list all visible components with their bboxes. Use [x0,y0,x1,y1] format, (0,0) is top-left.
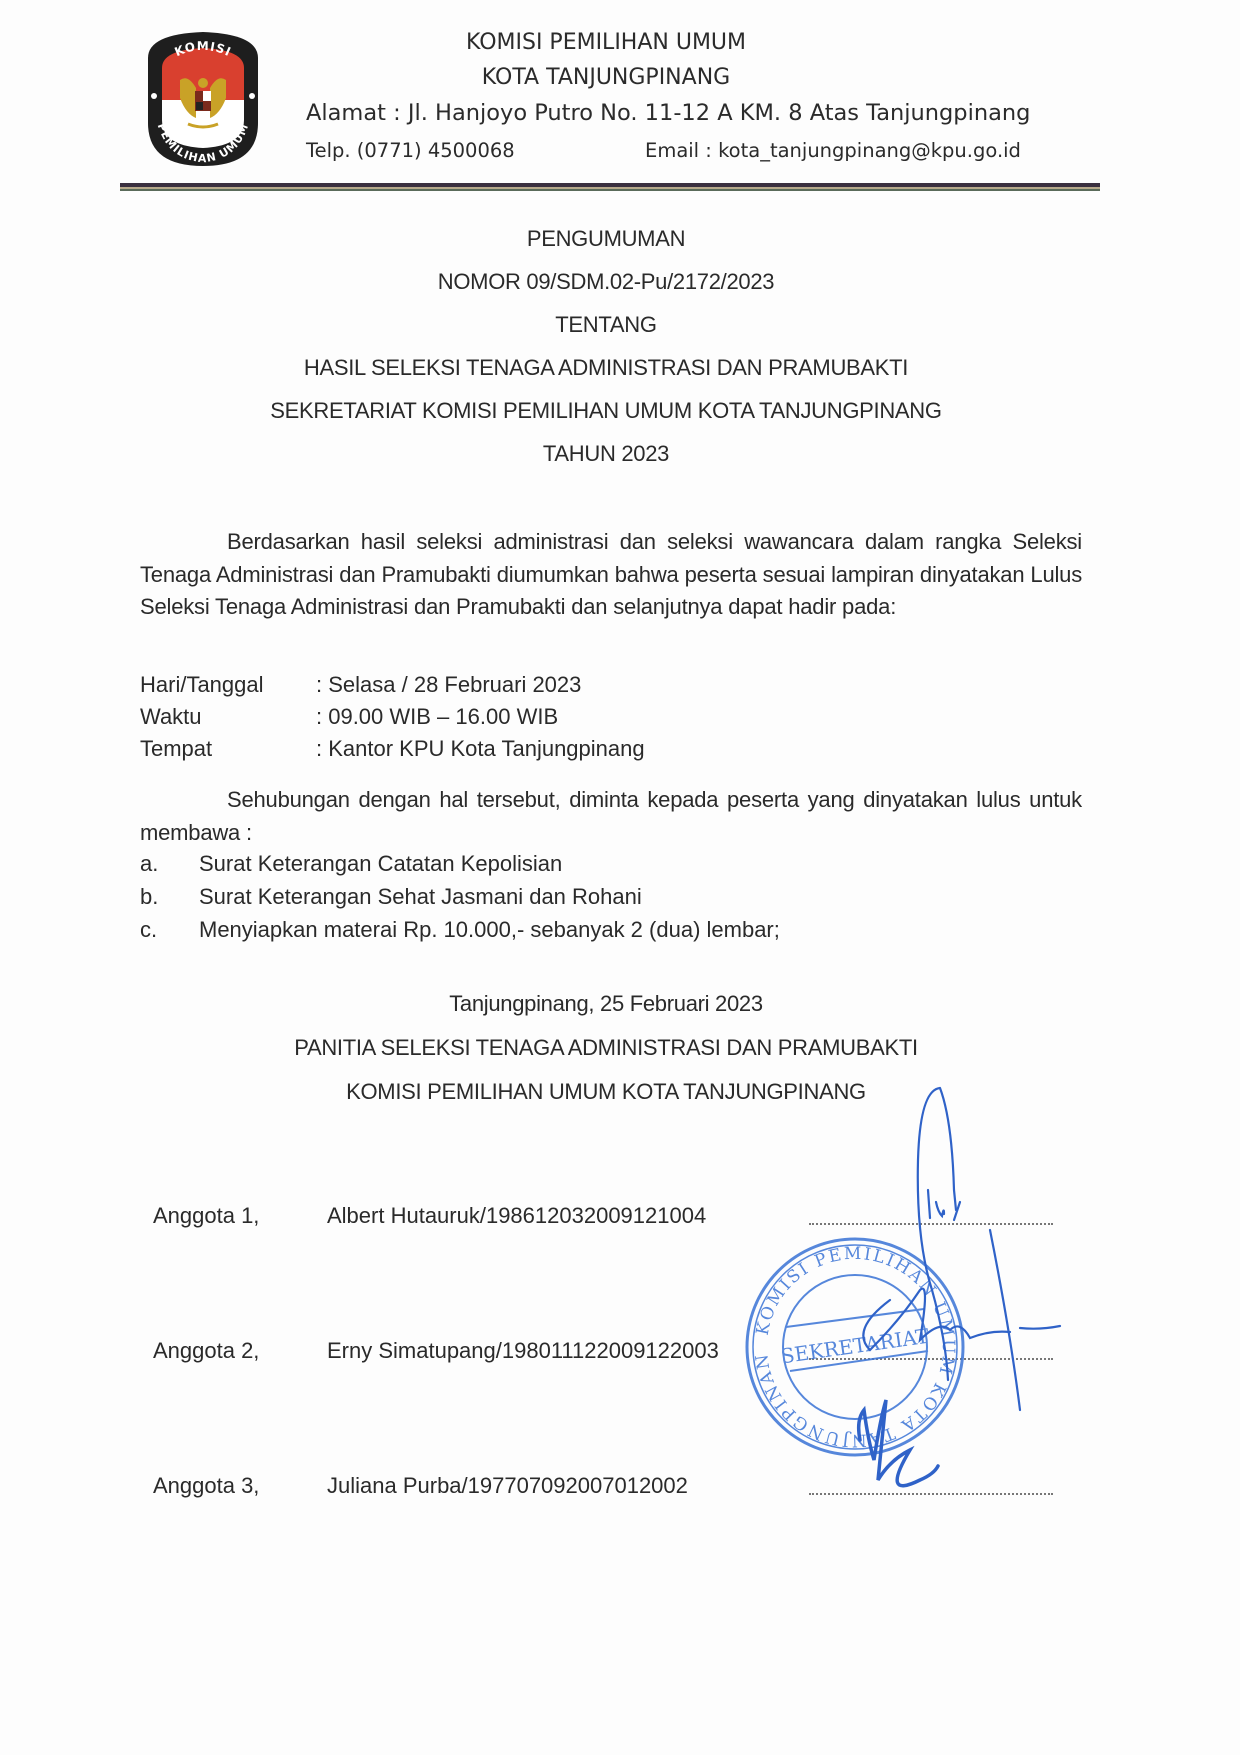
schedule-info [140,669,645,765]
org-name-line1: KOMISI PEMILIHAN UMUM [465,30,747,55]
org-phone: Telp. (0771) 4500068 [306,139,515,162]
schedule-row [140,701,645,733]
handwritten-signatures [820,1080,1080,1510]
org-name-line2: KOTA TANJUNGPINANG [481,65,731,90]
committee-line1: PANITIA SELEKSI TENAGA ADMINISTRASI DAN PRAMUBAKTI [294,1035,918,1060]
signatory-name: Albert Hutauruk/198612032009121004 [327,1203,707,1228]
logo-top-text: KOMISI [172,38,234,60]
document-about: TENTANG [555,312,657,337]
body-paragraph-2 [140,784,1082,849]
signature-2 [863,1289,1060,1350]
paragraph-2-text: Sehubungan dengan hal tersebut, diminta kepada peserta yang dinyatakan lulus untuk membawa : [140,787,1082,845]
logo-bottom-text: PEMILIHAN UMUM [154,121,252,166]
list-text: Surat Keterangan Catatan Kepolisian [199,851,563,876]
schedule-value: : 09.00 WIB – 16.00 WIB [316,704,559,729]
signatory-label: Anggota 2, [153,1338,260,1363]
body-paragraph-1 [140,526,1082,624]
place-date: Tanjungpinang, 25 Februari 2023 [449,991,763,1016]
paragraph-1-text: Berdasarkan hasil seleksi administrasi dan seleksi wawancara dalam rangka Seleksi Tenaga Administrasi dan Pramubakti diumumkan bahwa peserta sesuai lampiran dinyatakan Lulus Seleksi Tenaga Administrasi dan Pramubakti dan selanjutnya dapat hadir pada: [140,529,1082,619]
signatory-label: Anggota 3, [153,1473,260,1498]
document-number: NOMOR 09/SDM.02-Pu/2172/2023 [437,269,775,294]
stamp-ring-text: KOMISI PEMILIHAN UMUM KOTA TANJUNGPINAN [751,1243,959,1451]
document-subject-line2: SEKRETARIAT KOMISI PEMILIHAN UMUM KOTA TANJUNGPINANG [270,398,942,423]
list-text: Surat Keterangan Sehat Jasmani dan Rohani [199,884,642,909]
stamp-center-text: SEKRETARIAT [779,1323,931,1369]
list-marker: a. [140,851,159,876]
signatory-name: Juliana Purba/197707092007012002 [327,1473,688,1498]
list-item [140,847,780,880]
schedule-label: Waktu [140,704,202,729]
document-subject-line1: HASIL SELEKSI TENAGA ADMINISTRASI DAN PRAMUBAKTI [303,355,909,380]
list-text: Menyiapkan materai Rp. 10.000,- sebanyak 2 (dua) lembar; [199,917,780,942]
signatory-label: Anggota 1, [153,1203,260,1228]
schedule-value: : Selasa / 28 Februari 2023 [316,672,582,697]
committee-line2: KOMISI PEMILIHAN UMUM KOTA TANJUNGPINANG [346,1079,866,1104]
signature-3 [859,1400,938,1486]
schedule-label: Tempat [140,736,213,761]
document-year: TAHUN 2023 [542,441,670,466]
org-email: Email : kota_tanjungpinang@kpu.go.id [645,139,1021,162]
signatory-name: Erny Simatupang/198011122009122003 [327,1338,719,1363]
list-marker: c. [140,917,158,942]
schedule-row [140,669,645,701]
list-item [140,913,780,946]
org-address: Alamat : Jl. Hanjoyo Putro No. 11-12 A KM. 8 Atas Tanjungpinang [306,100,1031,126]
requirements-list [140,847,780,946]
list-marker: b. [140,884,159,909]
schedule-label: Hari/Tanggal [140,672,264,697]
schedule-value: : Kantor KPU Kota Tanjungpinang [316,736,645,761]
list-item [140,880,780,913]
document-type: PENGUMUMAN [526,226,686,251]
schedule-row [140,733,645,765]
letterhead-divider [120,183,1100,191]
